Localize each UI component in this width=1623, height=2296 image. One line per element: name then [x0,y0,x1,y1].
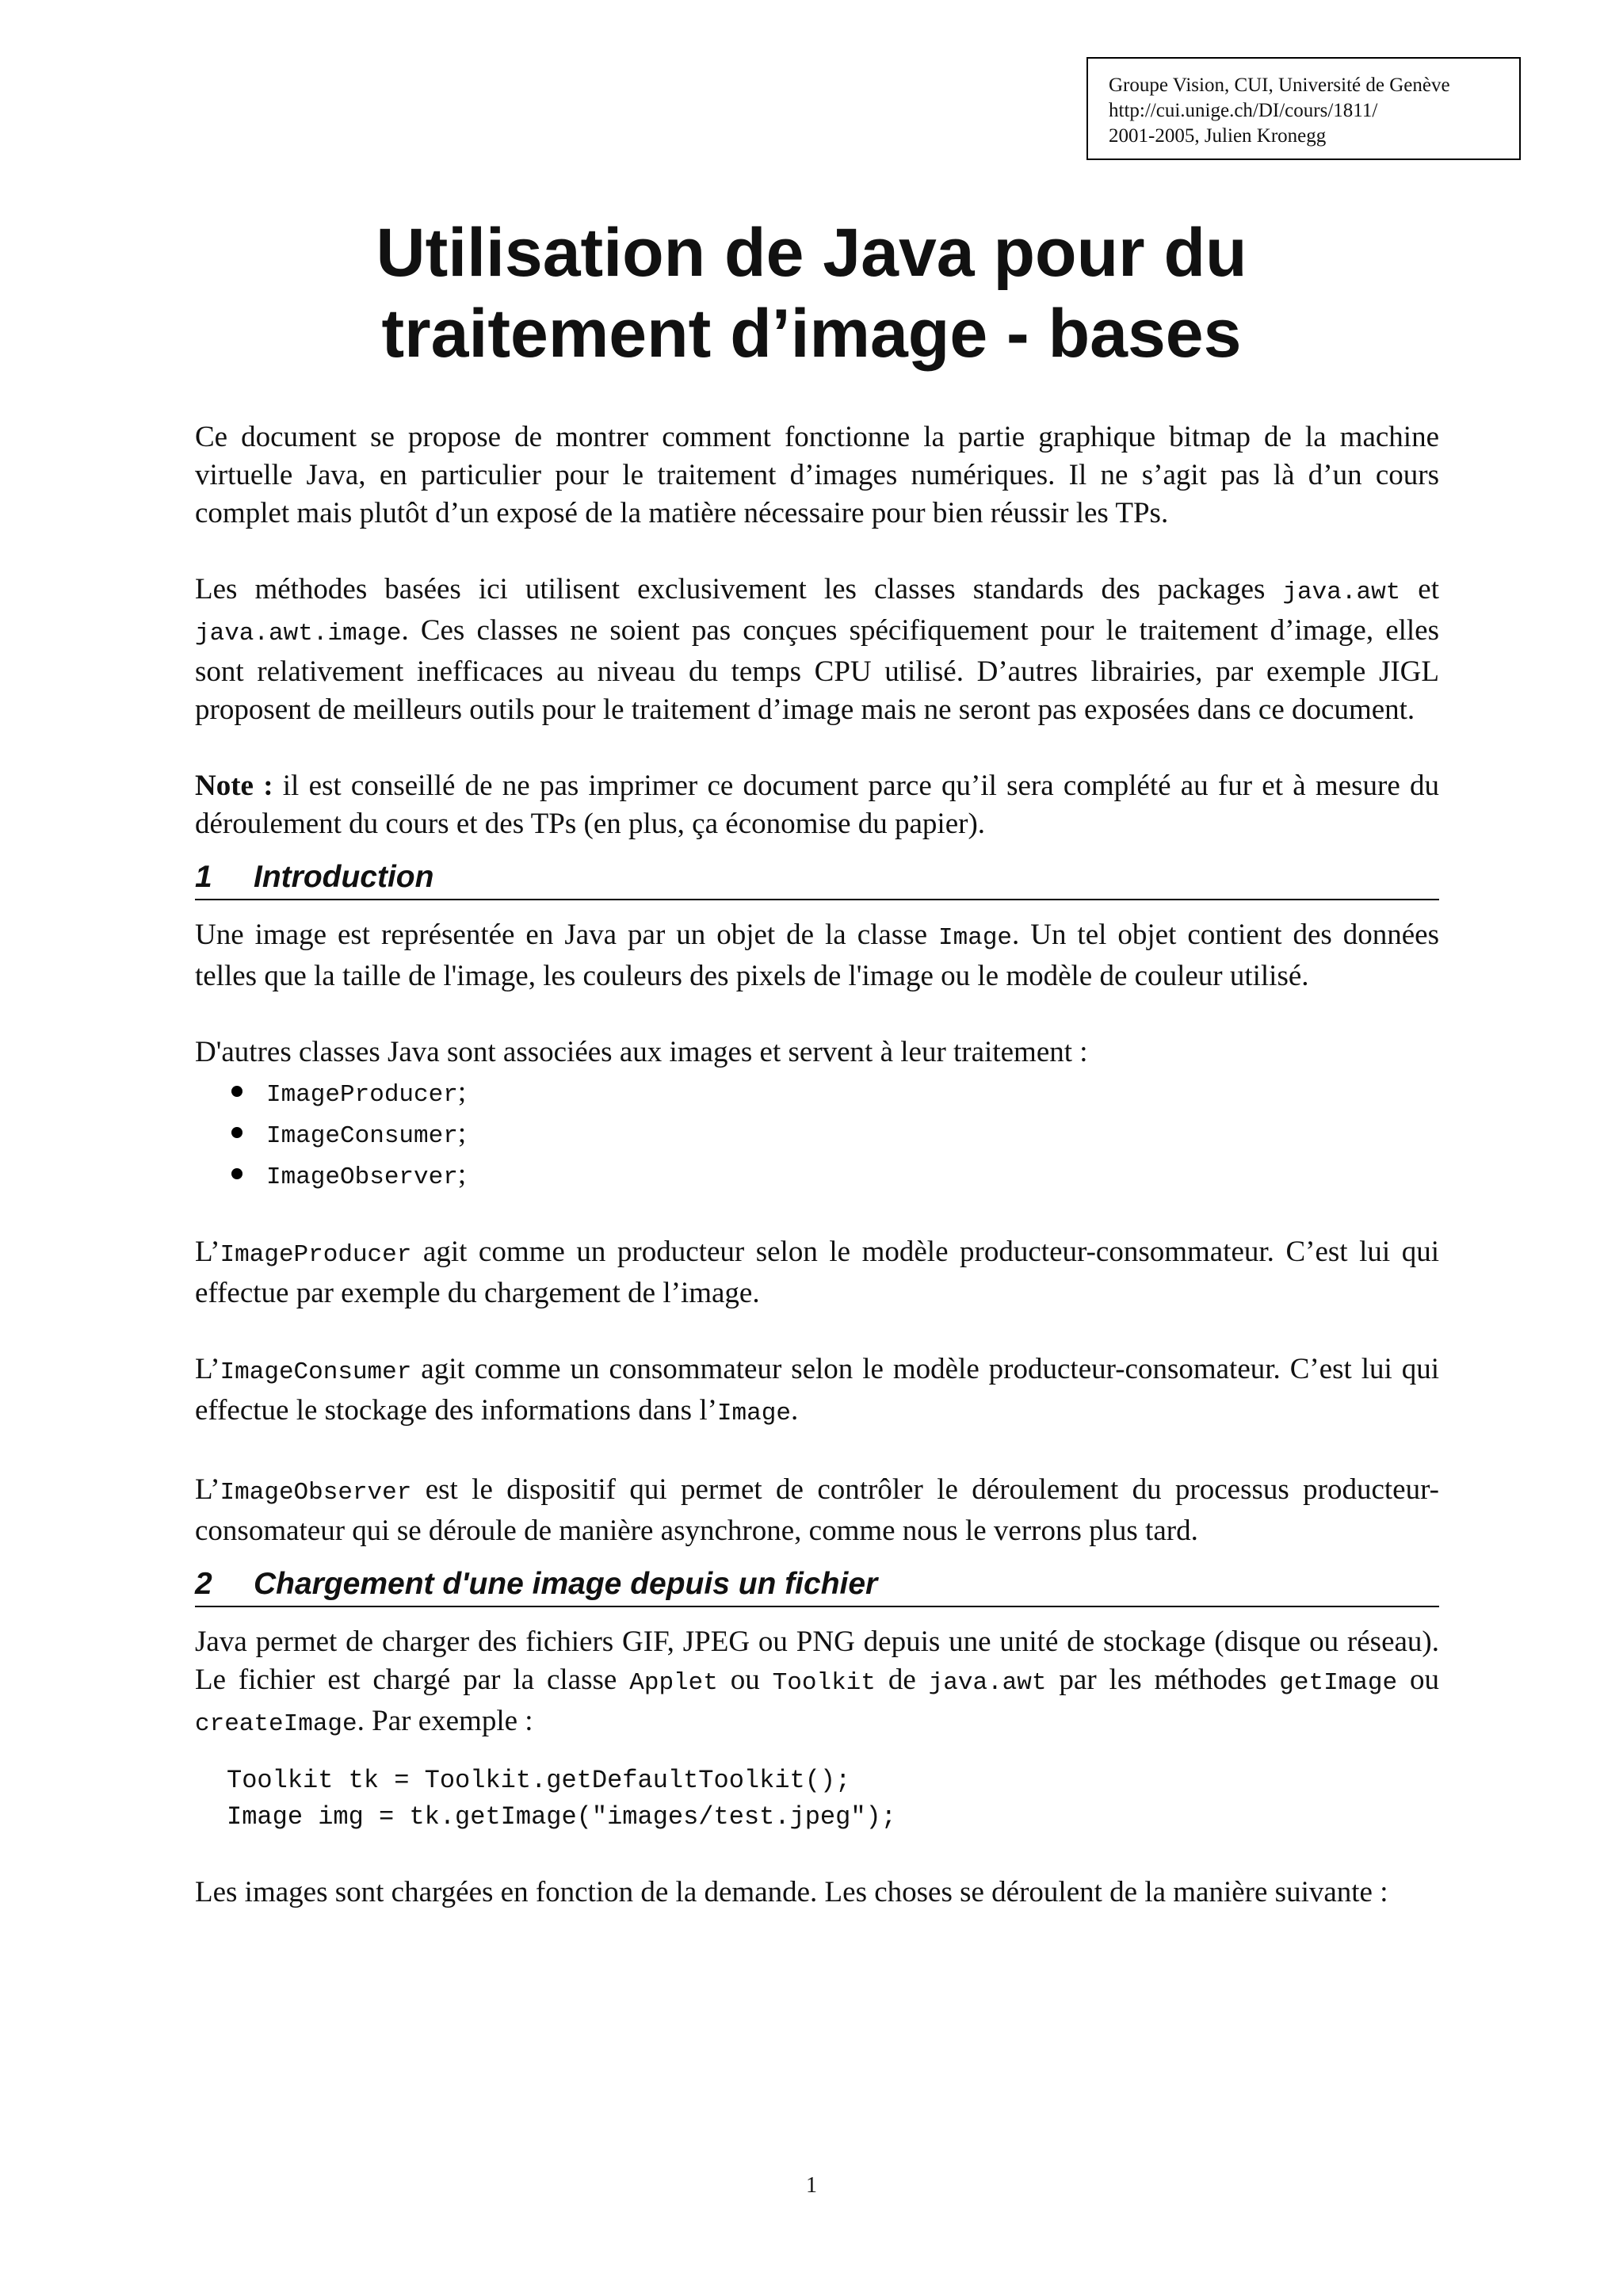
code-line-2: Image img = tk.getImage("images/test.jpeg"); [227,1802,896,1832]
section1-paragraph-3: L’ImageProducer agit comme un producteur selon le modèle producteur-consommateur. C’est lui qui effectue par exemple du chargement de l’image. [195,1236,1439,1309]
section1-paragraph-4: L’ImageConsumer agit comme un consommateur selon le modèle producteur-consomateur. C’est lui qui effectue le stockage des informations dans l’Image. [195,1353,1439,1427]
inline-code: getImage [1279,1669,1398,1697]
inline-code: java.awt.image [195,620,402,648]
intro-paragraph-1: Ce document se propose de montrer comment fonctionne la partie graphique bitmap de la machine virtuelle Java, en particulier pour le traitement d’images numériques. Il ne s’agit pas là d’un cours complet mais plutôt d’un exposé de la matière nécessaire pour bien réussir les TPs. [195,421,1439,529]
bullet-icon [231,1086,242,1097]
note-paragraph: Note : il est conseillé de ne pas imprimer ce document parce qu’il sera complété au fur et à mesure du déroulement du cours et des TPs (en plus, ça économise du papier). [195,770,1439,840]
code-example [195,1763,1439,1836]
section1-paragraph-2: D'autres classes Java sont associées aux images et servent à leur traitement : [195,1036,1088,1068]
inline-code: ImageObserver [220,1479,412,1507]
section2-paragraph-1: Java permet de charger des fichiers GIF, JPEG ou PNG depuis une unité de stockage (disque ou réseau). Le fichier est chargé par la classe Applet ou Toolkit de java.awt par les méthodes getImage ou createImage. Par exemple : [195,1626,1439,1738]
bullet-icon [231,1168,242,1179]
section-number: 1 [195,860,212,894]
title-line-2: traitement d’image - bases [381,296,1242,372]
header-line-author: 2001-2005, Julien Kronegg [1109,125,1327,147]
inline-code: Image [938,924,1013,952]
section-title: Introduction [254,860,434,894]
header-info-box [1086,57,1521,160]
bullet-icon [231,1127,242,1138]
document-body [195,418,1439,1912]
section1-paragraph-5: L’ImageObserver est le dispositif qui permet de contrôler le déroulement du processus producteur-consomateur qui se déroule de manière asynchrone, comme nous le verrons plus tard. [195,1473,1439,1547]
inline-code: Image [716,1400,791,1427]
intro-paragraph-2: Les méthodes basées ici utilisent exclusivement les classes standards des packages java.awt et java.awt.image. Ces classes ne soient pas conçues spécifiquement pour le traitement d’image, elles sont relativement inefficaces au niveau du temps CPU utilisé. D’autres librairies, par exemple JIGL proposent de meilleurs outils pour le traitement d’image mais ne seront pas exposées dans ce document. [195,573,1440,726]
inline-code: Toolkit [772,1669,876,1697]
section2-paragraph-2: Les images sont chargées en fonction de la demande. Les choses se déroulent de la manière suivante : [195,1876,1388,1908]
code-line-1: Toolkit tk = Toolkit.getDefaultToolkit(); [227,1766,851,1795]
inline-code: java.awt [1282,579,1401,606]
list-item: ImageConsumer; [231,1113,1439,1154]
inline-code: ImageProducer [220,1241,412,1269]
page-number: 1 [806,2173,817,2198]
list-item: ImageObserver; [231,1154,1439,1195]
title-line-1: Utilisation de Java pour du [376,215,1247,291]
class-list [195,1072,1439,1195]
section-heading-2 [195,1566,1439,1607]
inline-code: java.awt [928,1669,1047,1697]
header-line-url: http://cui.unige.ch/DI/cours/1811/ [1109,100,1378,121]
section-number: 2 [195,1567,212,1601]
inline-code: createImage [195,1710,357,1738]
list-item: ImageProducer; [231,1072,1439,1113]
note-label: Note : [195,770,273,802]
section-title: Chargement d'une image depuis un fichier [254,1567,878,1601]
inline-code: ImageConsumer [220,1358,412,1386]
header-line-institution: Groupe Vision, CUI, Université de Genève [1109,74,1450,96]
section1-paragraph-1: Une image est représentée en Java par un objet de la classe Image. Un tel objet contient des données telles que la taille de l'image, les couleurs des pixels de l'image ou le modèle de couleur utilisé. [195,919,1439,992]
section-heading-1 [195,859,1439,900]
document-title [0,212,1623,374]
inline-code: Applet [629,1669,718,1697]
